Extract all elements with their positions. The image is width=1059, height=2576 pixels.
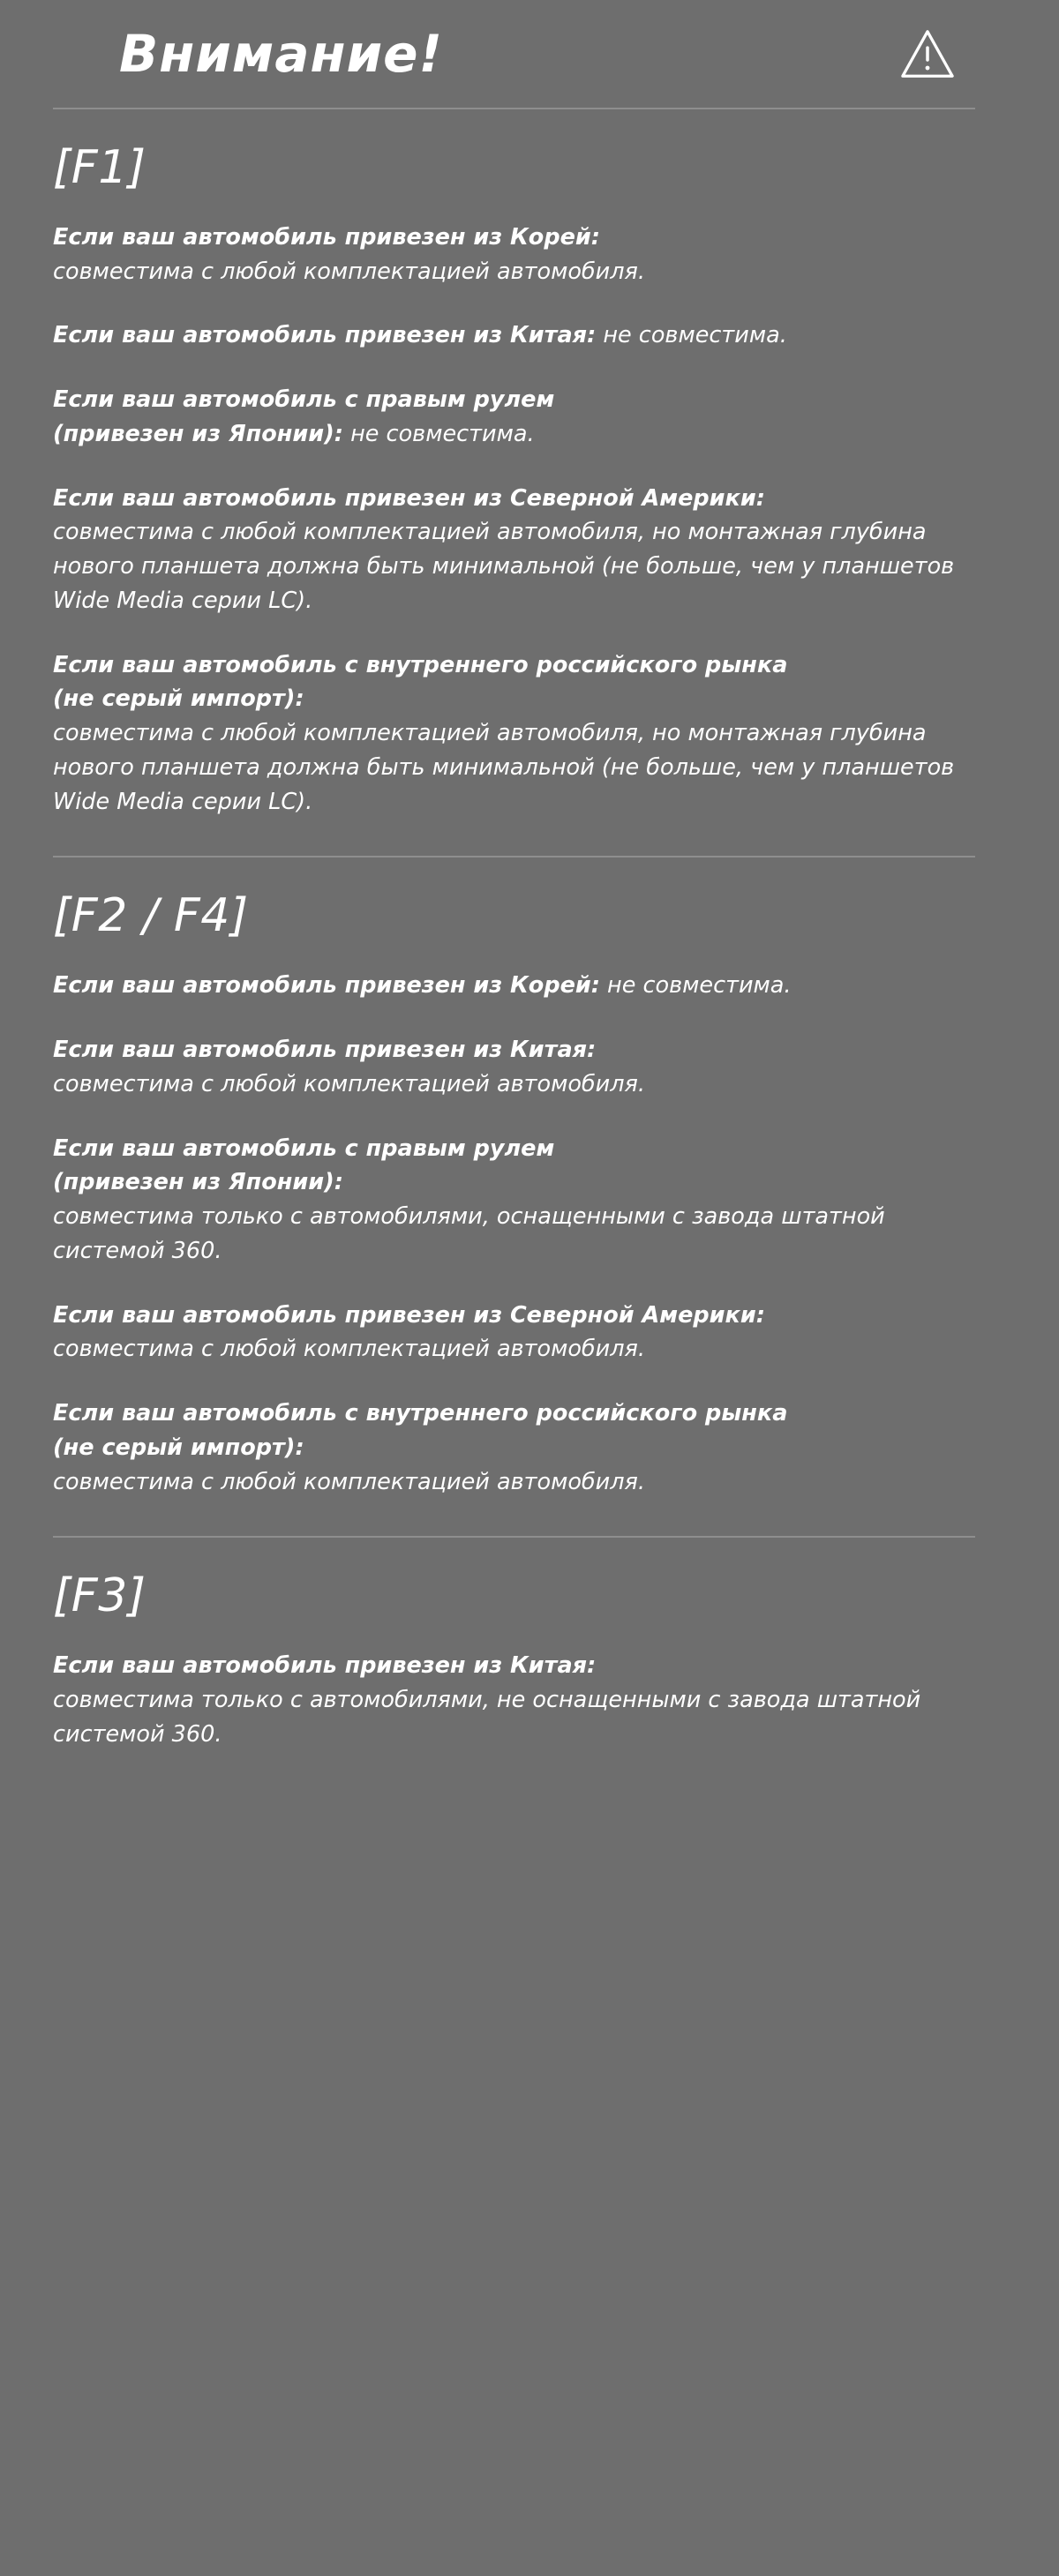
entry-answer: совместима только с автомобилями, не оснащенными с завода штатной системой 360. [53, 1687, 921, 1748]
compatibility-entry [53, 383, 975, 452]
section-f1 [26, 141, 1010, 820]
compatibility-entry [53, 318, 975, 353]
entry-answer: совместима с любой комплектацией автомобиля. [53, 1336, 645, 1363]
page-title: Внимание! [119, 24, 443, 84]
entry-answer: совместима с любой комплектацией автомобиля. [53, 1070, 645, 1097]
entry-condition [53, 1033, 975, 1067]
entry-condition-label: Если ваш автомобиль привезен из Корей: [53, 972, 600, 1000]
section-f3 [26, 1569, 1010, 1751]
entry-condition [53, 1649, 975, 1683]
entry-condition-label: Если ваш автомобиль привезен из Северной Америки: [53, 484, 765, 512]
entry-answer-inline: не совместима. [599, 972, 792, 1000]
entry-answer-inline: не совместима. [596, 322, 787, 349]
compatibility-entry [53, 648, 975, 820]
section-title: [F2 / F4] [53, 889, 249, 943]
entry-condition [53, 221, 975, 255]
sections-container [26, 141, 1010, 1752]
entry-condition [53, 1397, 975, 1465]
entry-answer-inline: не совместима. [342, 420, 535, 447]
entry-condition [53, 1299, 975, 1333]
entry-answer: совместима с любой комплектацией автомобиля. [53, 258, 645, 285]
section-divider [53, 1536, 975, 1538]
entry-condition [53, 1132, 975, 1201]
entry-answer: совместима с любой комплектацией автомобиля, но монтажная глубина нового планшета должна быть минимальной (не больше, чем у планшетов Wide Media серии LC). [53, 519, 955, 614]
entry-condition-label: Если ваш автомобиль с внутреннего российского рынка (не серый импорт): [53, 1400, 788, 1461]
compatibility-entry [53, 1132, 975, 1269]
document-header [26, 0, 1010, 83]
section-divider [53, 856, 975, 857]
entry-condition-label: Если ваш автомобиль привезен из Китая: [53, 1037, 597, 1064]
entry-answer: совместима с любой комплектацией автомобиля, но монтажная глубина нового планшета должна быть минимальной (не больше, чем у планшетов Wide Media серии LC). [53, 720, 955, 815]
compatibility-entry [53, 969, 975, 1003]
compatibility-entry [53, 482, 975, 618]
compatibility-entry [53, 1397, 975, 1499]
entry-condition-label: Если ваш автомобиль привезен из Китая: [53, 322, 597, 349]
entry-condition-label: Если ваш автомобиль с правым рулем (привезен из Японии): [53, 386, 555, 447]
compatibility-entry [53, 1649, 975, 1751]
entry-condition-label: Если ваш автомобиль привезен из Северной Америки: [53, 1301, 765, 1329]
entry-condition [53, 383, 975, 452]
compatibility-entry [53, 1299, 975, 1367]
entry-condition [53, 648, 975, 717]
entry-condition [53, 482, 975, 516]
entry-condition-label: Если ваш автомобиль с правым рулем (привезен из Японии): [53, 1134, 555, 1196]
compatibility-entry [53, 1033, 975, 1102]
entry-condition [53, 969, 975, 1003]
compatibility-entry [53, 221, 975, 289]
entry-condition [53, 318, 975, 353]
entry-answer: совместима только с автомобилями, оснащенными с завода штатной системой 360. [53, 1203, 885, 1264]
warning-triangle-icon [900, 27, 955, 82]
section-title: [F3] [53, 1569, 146, 1623]
section-f2-f4 [26, 889, 1010, 1499]
entry-condition-label: Если ваш автомобиль привезен из Корей: [53, 223, 600, 251]
entry-condition-label: Если ваш автомобиль привезен из Китая: [53, 1652, 597, 1680]
entry-condition-label: Если ваш автомобиль с внутреннего российского рынка (не серый импорт): [53, 651, 788, 713]
entry-answer: совместима с любой комплектацией автомобиля. [53, 1468, 645, 1495]
section-title: [F1] [53, 140, 146, 194]
header-divider [53, 108, 975, 109]
